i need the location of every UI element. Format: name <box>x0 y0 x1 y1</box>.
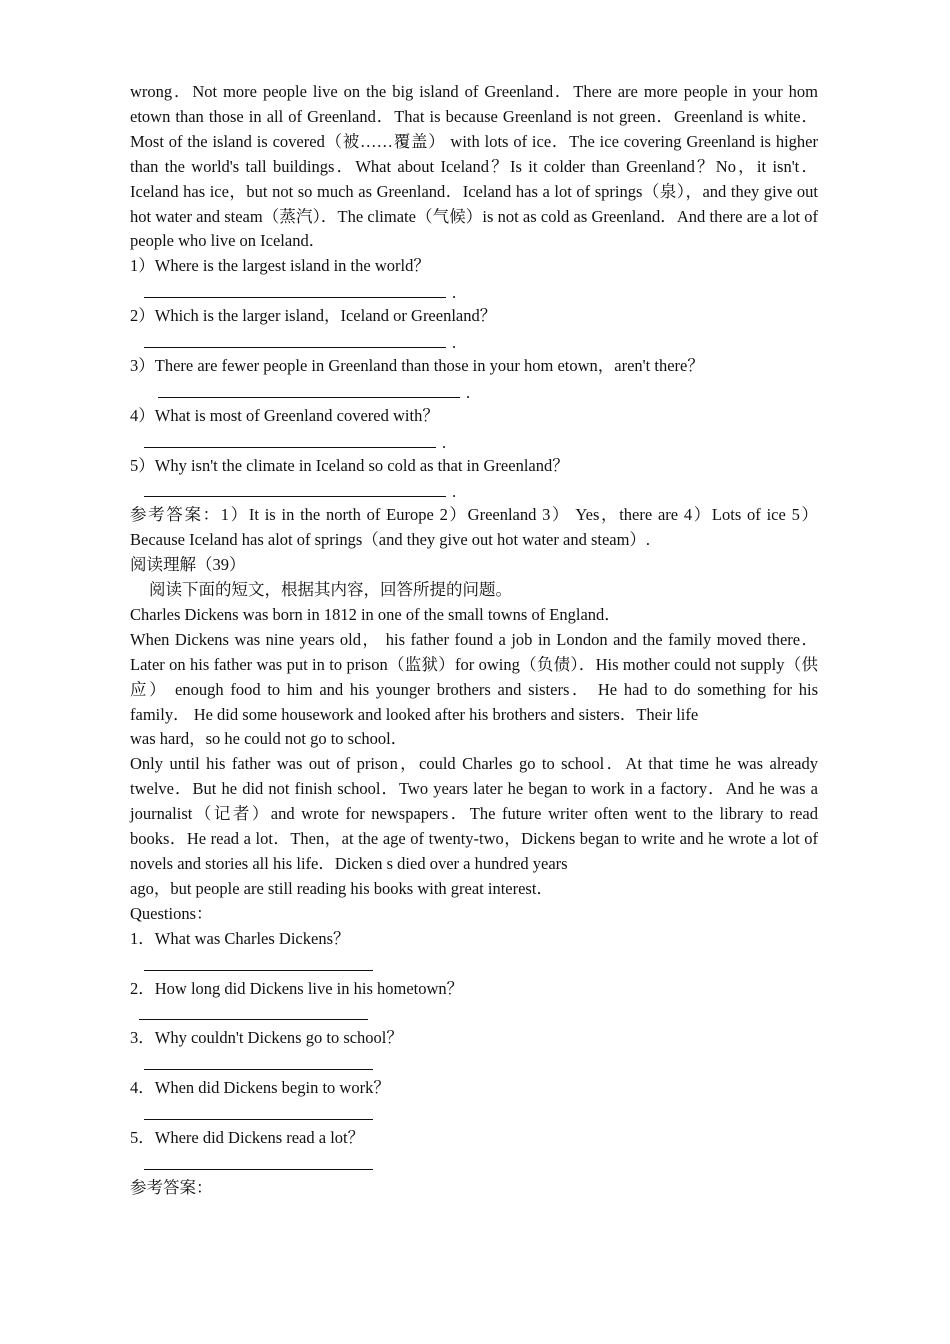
question-text: 3．Why couldn't Dickens go to school？ <box>130 1028 403 1048</box>
question-38-4 <box>130 404 818 454</box>
document-page <box>130 80 818 1201</box>
answer-key-38: 参考答案：1）It is in the north of Europe 2）Greenland 3） Yes，there are 4）Lots of ice 5）Because Iceland has alot of springs（and they give out hot water and steam）. <box>130 505 818 550</box>
question-text: 3）There are fewer people in Greenland than those in your hom etown，aren't there？ <box>130 355 704 375</box>
answer-blank[interactable] <box>139 1001 368 1020</box>
blank-period: . <box>442 432 447 452</box>
answer-blank-row <box>130 279 818 304</box>
question-text: 2．How long did Dickens live in his hometown？ <box>130 978 464 998</box>
answer-key-label: 参考答案： <box>130 1177 213 1197</box>
answer-blank-row <box>130 1051 818 1076</box>
answer-blank[interactable] <box>144 478 446 497</box>
question-39-1 <box>130 927 818 977</box>
answer-blank-row <box>130 478 818 503</box>
question-38-2 <box>130 304 818 354</box>
question-39-4 <box>130 1076 818 1126</box>
answer-blank[interactable] <box>144 429 436 448</box>
question-text: 5．Where did Dickens read a lot？ <box>130 1127 365 1147</box>
question-text: 5）Why isn't the climate in Iceland so cold as that in Greenland？ <box>130 455 569 475</box>
blank-period: . <box>466 382 471 402</box>
question-38-3 <box>130 354 818 404</box>
blank-period: . <box>452 333 457 353</box>
passage-39-paragraph-3: was hard，so he could not go to school． <box>130 729 408 749</box>
question-text: 2）Which is the larger island，Iceland or Greenland？ <box>130 306 497 326</box>
answer-blank-row <box>130 1001 818 1026</box>
answer-blank-row <box>130 1151 818 1176</box>
answer-blank[interactable] <box>158 379 460 398</box>
answer-blank[interactable] <box>144 1151 373 1170</box>
blank-period: . <box>452 283 457 303</box>
answer-blank[interactable] <box>144 952 373 971</box>
question-text: 4）What is most of Greenland covered with？ <box>130 405 439 425</box>
answer-blank-row <box>130 1101 818 1126</box>
section-instruction: 阅读下面的短文，根据其内容，回答所提的问题。 <box>149 580 512 600</box>
answer-blank-row <box>130 329 818 354</box>
question-39-3 <box>130 1026 818 1076</box>
passage-39-paragraph-4: Only until his father was out of prison，could Charles go to school．At that time he was already twelve．But he did not finish school．Two years later he began to work in a factory．And he was a journalist（记者）and wrote for newspapers．The future writer often went to the library to read books．He read a lot．Then，at the age of twenty-two，Dickens began to write and he wrote a lot of novels and stories all his life．Dicken s died over a hundred years <box>130 754 818 874</box>
passage-39-paragraph-1: Charles Dickens was born in 1812 in one of the small towns of England． <box>130 604 621 624</box>
answer-blank-row <box>130 379 818 404</box>
passage-39-paragraph-2: When Dickens was nine years old， his father found a job in London and the family moved there．Later on his father was put in to prison（监狱）for owing（负债）．His mother could not supply（供应） enough food to him and his younger brothers and sisters． He had to do something for his family． He did some housework and looked after his brothers and sisters．Their life <box>130 629 818 724</box>
blank-period: . <box>452 482 457 502</box>
question-text: 1）Where is the largest island in the world？ <box>130 256 430 276</box>
answer-blank[interactable] <box>144 1051 373 1070</box>
question-39-2 <box>130 977 818 1027</box>
answer-blank-row <box>130 429 818 454</box>
question-text: 4．When did Dickens begin to work？ <box>130 1078 390 1098</box>
answer-blank[interactable] <box>144 1101 373 1120</box>
question-text: 1．What was Charles Dickens？ <box>130 928 350 948</box>
answer-blank-row <box>130 952 818 977</box>
answer-blank[interactable] <box>144 279 446 298</box>
section-title: 阅读理解（39） <box>130 555 246 575</box>
question-39-5 <box>130 1126 818 1176</box>
question-38-5 <box>130 454 818 504</box>
answer-blank[interactable] <box>144 329 446 348</box>
passage-38-text: wrong．Not more people live on the big island of Greenland．There are more people in your hom etown than those in all of Greenland．That is because Greenland is not green．Greenland is white．Most of the island is covered（被……覆盖） with lots of ice．The ice covering Greenland is higher than the world's tall buildings．What about Iceland？Is it colder than Greenland？No，it isn't．Iceland has ice，but not so much as Greenland．Iceland has a lot of springs（泉），and they give out hot water and steam（蒸汽）．The climate（气候）is not as cold as Greenland．And there are a lot of people who live on Iceland． <box>130 82 818 251</box>
passage-39-paragraph-5: ago，but people are still reading his books with great interest． <box>130 878 553 898</box>
questions-label: Questions： <box>130 903 213 923</box>
question-38-1 <box>130 254 818 304</box>
